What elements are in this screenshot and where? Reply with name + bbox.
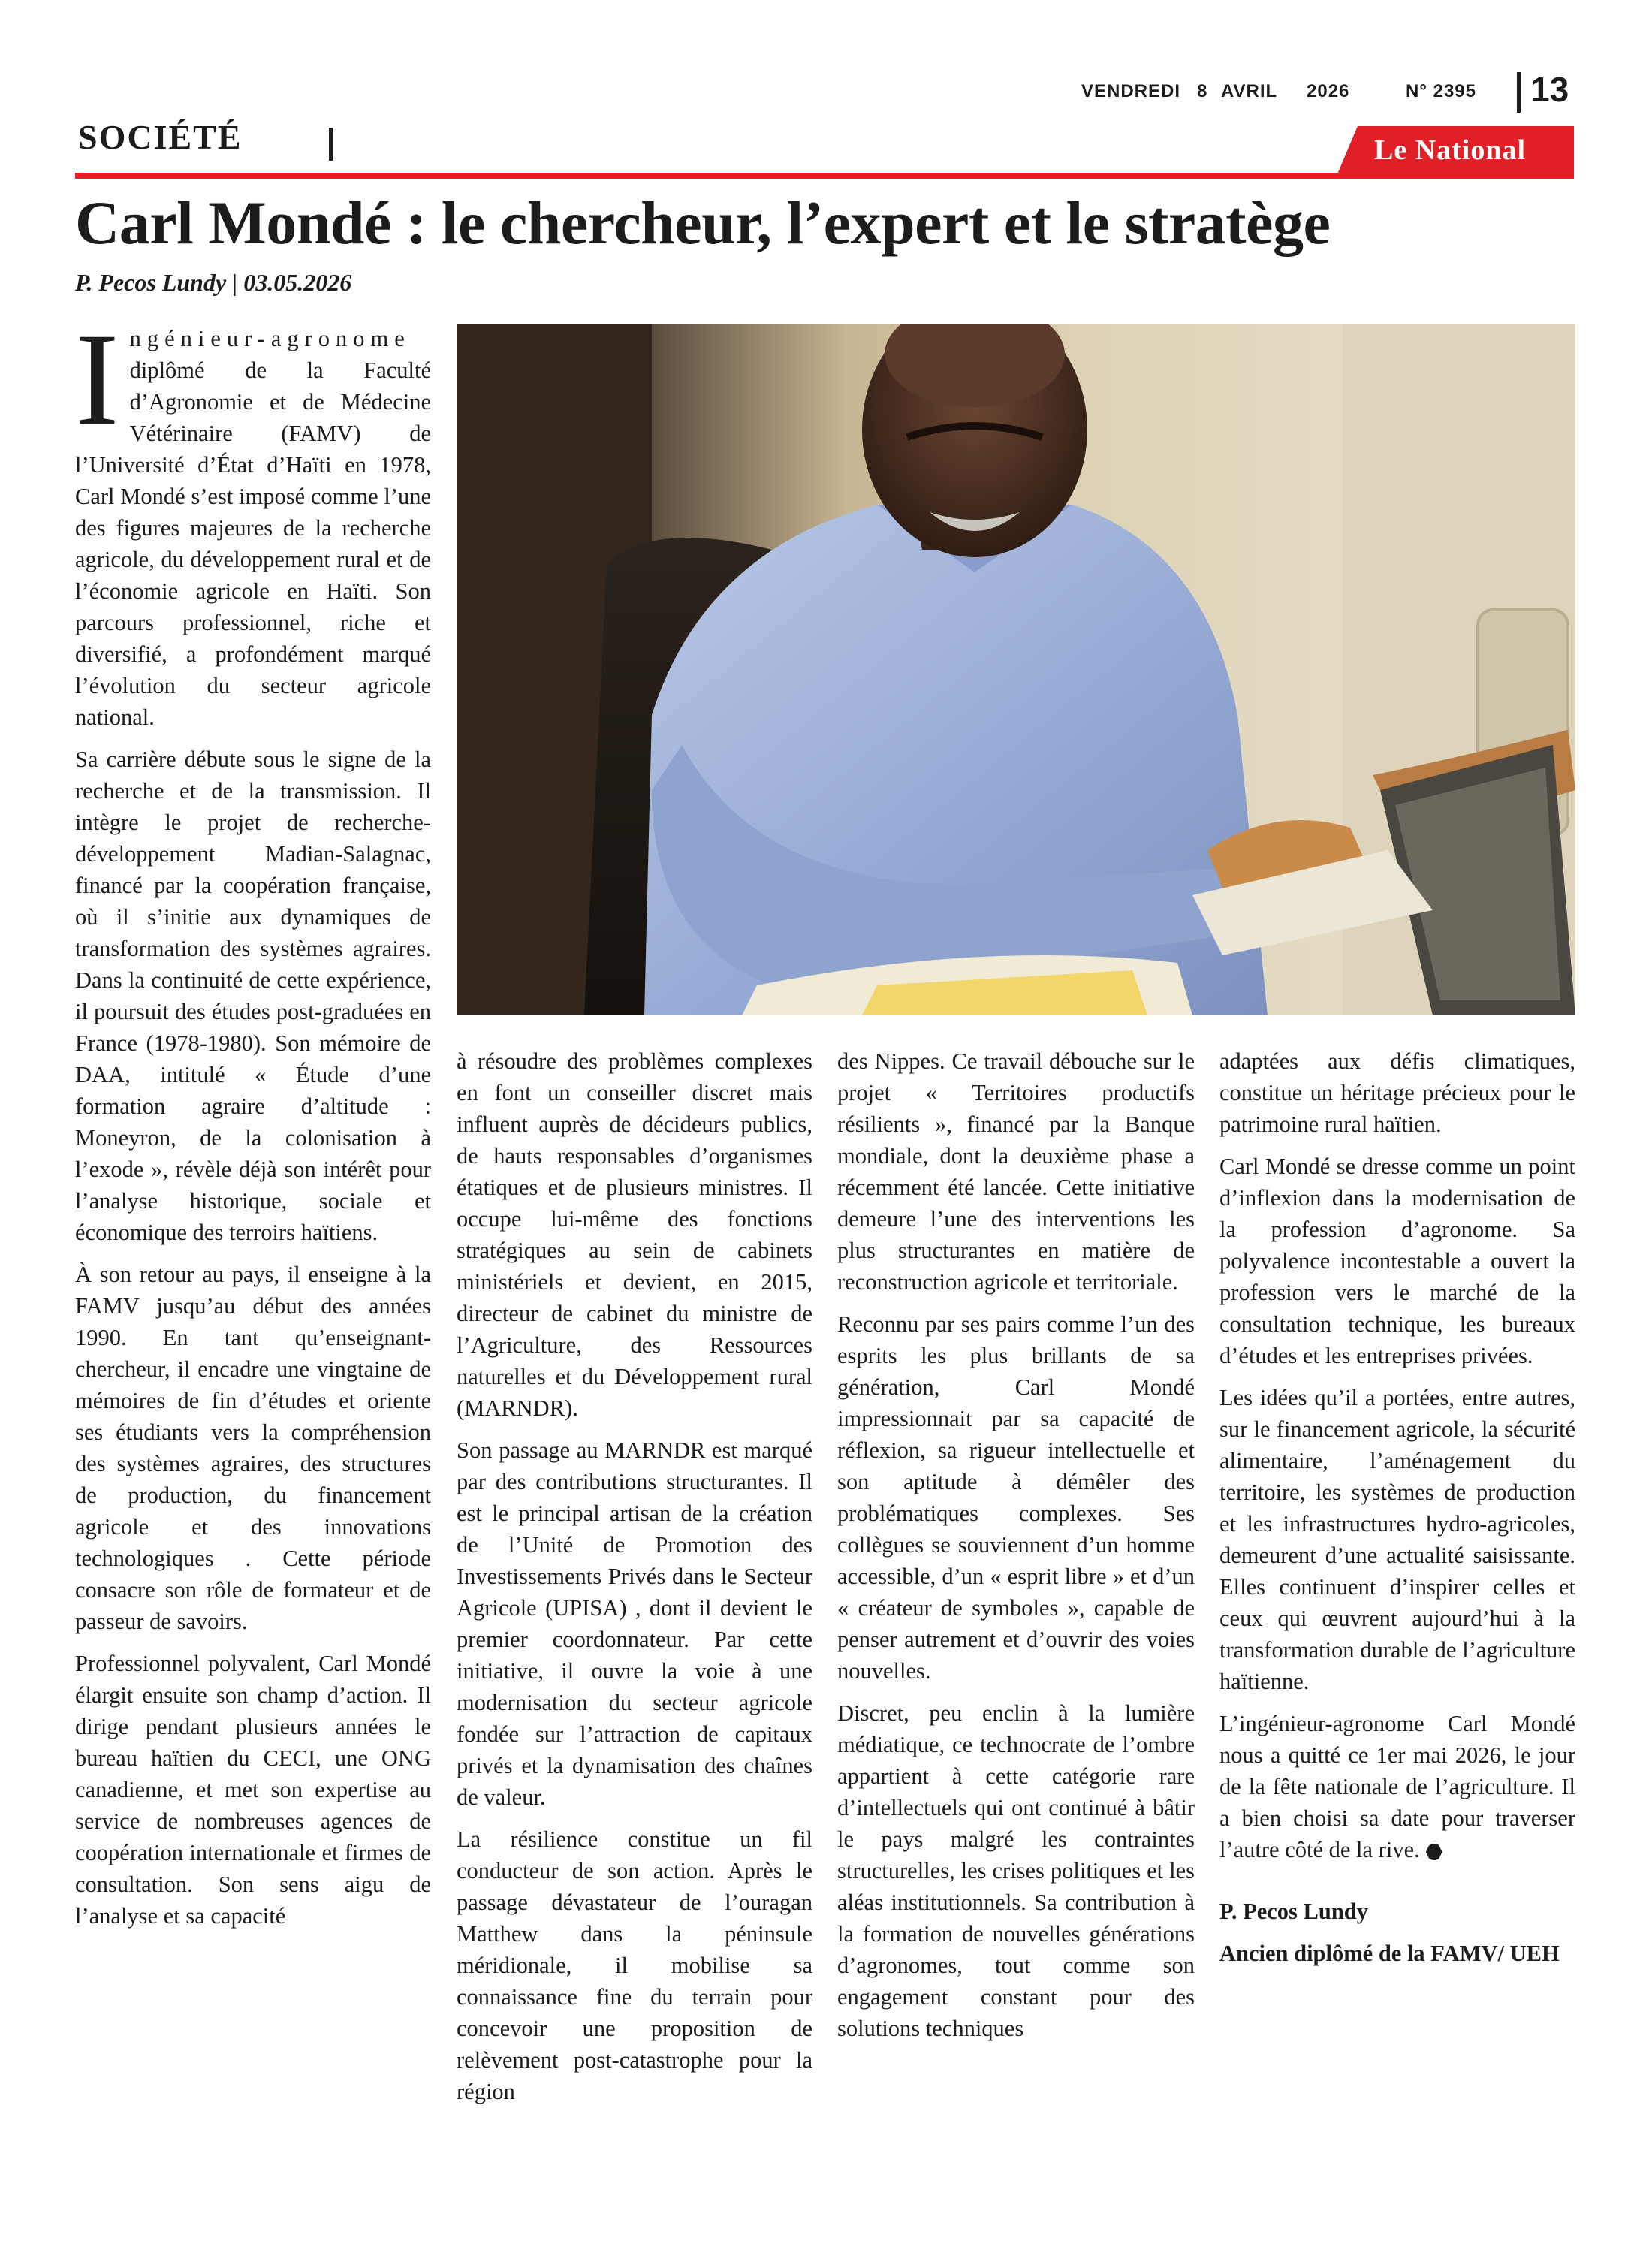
paragraph-5: à résoudre des problèmes complexes en font un conseiller discret mais influent auprès de décideurs publics, de hauts responsables d’organismes étatiques et de plusieurs ministres. Il occupe lui-même des fonctions stratégiques au sein de cabinets ministériels et devient, en 2015, directeur de cabinet du ministre de l’Agriculture, des Ressources naturelles et du Développement rural (MARNDR). [457, 1048, 812, 1421]
paragraph-8: des Nippes. Ce travail débouche sur le projet « Territoires productifs résilients », financé par la Banque mondiale, dont la deuxième phase a récemment été lancée. Cette initiative demeure l’une des interventions les plus structurantes en matière de reconstruction agricole et territoriale. [837, 1048, 1195, 1295]
issue-month: AVRIL [1221, 81, 1278, 101]
paragraph-7: La résilience constitue un fil conducteur de son action. Après le passage dévastateur de l’ouragan Matthew dans la péninsule méridionale, il mobilise sa connaissance fine du terrain pour concevoir une proposition de relèvement post-catastrophe pour la région [457, 1826, 812, 2104]
issue-date: 8 [1197, 81, 1208, 101]
paragraph-10: Discret, peu enclin à la lumière médiatique, ce technocrate de l’ombre appartient à cette catégorie rare d’intellectuels qui ont continué à bâtir le pays malgré les contraintes structurelles, les crises politiques et les aléas institutionnels. Sa contribution à la formation de nouvelles générations d’agronomes, tout comme son engagement constant pour des solutions techniques [837, 1700, 1195, 2041]
paragraph-14 [1219, 1708, 1575, 1865]
article-column-2 [457, 1045, 812, 2118]
paragraph-1-text: diplômé de la Faculté d’Agronomie et de Médecine Vétérinaire (FAMV) de l’Université d’État d’Haïti en 1978, Carl Mondé s’est imposé comme l’une des figures majeures de la recherche agricole, du développement rural et de l’économie agricole en Haïti. Son parcours professionnel, riche et diversifié, a profondément marqué l’évolution du secteur agricole national. [75, 357, 431, 730]
page-number: 13 [1530, 70, 1569, 109]
paragraph-1-lead: ngénieur-agronome [129, 326, 411, 351]
paragraph-1 [75, 306, 431, 733]
section-divider [329, 128, 333, 161]
article-column-4 [1219, 1045, 1575, 1980]
article-column-1 [75, 306, 431, 1942]
brand-name: Le National [1374, 134, 1527, 166]
drop-cap: I [75, 306, 119, 453]
signature-title: Ancien diplômé de la FAMV/ UEH [1219, 1941, 1560, 1966]
paragraph-11: adaptées aux défis climatiques, constitue un héritage précieux pour le patrimoine rural haïtien. [1219, 1048, 1575, 1137]
article-column-3 [837, 1045, 1195, 2055]
paragraph-9: Reconnu par ses pairs comme l’un des esprits les plus brillants de sa génération, Carl Mondé impressionnait par sa capacité de réflexion, sa rigueur intellectuelle et son aptitude à démêler des problématiques complexes. Ses collègues se souviennent d’un homme accessible, d’un « esprit libre » et d’un « créateur de symboles », capable de penser autrement et d’ouvrir des voies nouvelles. [837, 1311, 1195, 1684]
paragraph-4: Professionnel polyvalent, Carl Mondé élargit ensuite son champ d’action. Il dirige pendant plusieurs années le bureau haïtien du CECI, une ONG canadienne, et met son expertise au service de nombreuses agences de coopération internationale et firmes de consultation. Son sens aigu de l’analyse et sa capacité [75, 1651, 431, 1929]
paragraph-14-text: L’ingénieur-agronome Carl Mondé nous a quitté ce 1er mai 2026, le jour de la fête nationale de l’agriculture. Il a bien choisi sa date pour traverser l’autre côté de la rive. [1219, 1711, 1575, 1862]
issue-year: 2026 [1307, 81, 1350, 101]
article-photo [457, 324, 1575, 1015]
paragraph-2: Sa carrière débute sous le signe de la recherche et de la transmission. Il intègre le projet de recherche-développement Madian-Salagnac, financé par la coopération française, où il s’initie aux dynamiques de transformation des systèmes agraires. Dans la continuité de cette expérience, il poursuit des études post-graduées en France (1978-1980). Son mémoire de DAA, intitulé « Étude d’une formation agraire d’altitude : Moneyron, de la colonisation à l’exode », révèle déjà son intérêt pour l’analyse historique, sociale et économique des terroirs haïtiens. [75, 746, 431, 1245]
article-headline: Carl Mondé : le chercheur, l’expert et le stratège [75, 189, 1331, 257]
signature-name: P. Pecos Lundy [1219, 1899, 1369, 1924]
end-mark-icon [1426, 1844, 1442, 1860]
paragraph-13: Les idées qu’il a portées, entre autres, sur le financement agricole, la sécurité alimentaire, l’aménagement du territoire, les systèmes de production et les infrastructures hydro-agricoles, demeurent d’une actualité saisissante. Elles continuent d’inspirer celles et ceux qui œuvrent aujourd’hui à la transformation durable de l’agriculture haïtienne. [1219, 1385, 1575, 1694]
issue-day: VENDREDI [1081, 81, 1181, 101]
section-title: SOCIÉTÉ [78, 118, 243, 156]
paragraph-12: Carl Mondé se dresse comme un point d’inflexion dans la modernisation de la profession d’agronome. Sa polyvalence incontestable a ouvert la profession vers le marché de la consultation technique, les bureaux d’études et les entreprises privées. [1219, 1154, 1575, 1368]
article-byline: P. Pecos Lundy | 03.05.2026 [75, 269, 352, 296]
issue-number: N° 2395 [1406, 81, 1476, 101]
paragraph-3: À son retour au pays, il enseigne à la FAMV jusqu’au début des années 1990. En tant qu’enseignant-chercheur, il encadre une vingtaine de mémoires de fin d’études et oriente ses étudiants vers la compréhension des systèmes agraires, des structures de production, du financement agricole et des innovations technologiques . Cette période consacre son rôle de formateur et de passeur de savoirs. [75, 1262, 431, 1634]
photo-of-man-at-desk [457, 324, 1575, 1015]
page-number-divider [1517, 72, 1521, 113]
paragraph-6: Son passage au MARNDR est marqué par des contributions structurantes. Il est le principal artisan de la création de l’Unité de Promotion des Investissements Privés dans le Secteur Agricole (UPISA) , dont il devient le premier coordonnateur. Par cette initiative, il ouvre la voie à une modernisation du secteur agricole fondée sur l’attraction de capitaux privés et la dynamisation des chaînes de valeur. [457, 1437, 812, 1810]
